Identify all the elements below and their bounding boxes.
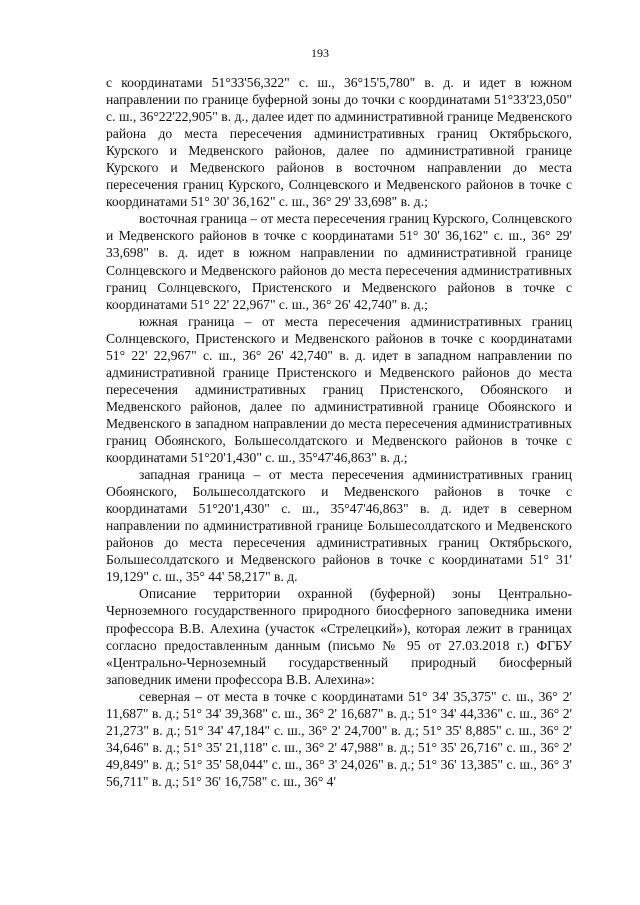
paragraph-north-boundary-continuation: с координатами 51°33'56,322" с. ш., 36°15'5,780" в. д. и идет в южном направлении по границе буферной зоны до точки с координатами 51°33'23,050" с. ш., 36°22'22,905" в. д., далее идет по административной границе Медвенского района до места пересечения административных границ Октябрьского, Курского и Медвенского районов, далее по административной границе Курского и Медвенского районов в восточном направлении до места пересечения границ Курского, Солнцевского и Медвенского районов в точке с координатами 51° 30' 36,162" с. ш., 36° 29' 33,698" в. д.;	[106, 75, 572, 210]
paragraph-east-boundary: восточная граница – от места пересечения границ Курского, Солнцевского и Медвенского районов в точке с координатами 51° 30' 36,162" с. ш., 36° 29' 33,698" в. д. идет в южном направлении по административной границе Солнцевского и Медвенского районов до места пересечения административных границ Солнцевского, Пристенского и Медвенского районов в точке с координатами 51° 22' 22,967" с. ш., 36° 26' 42,740" в. д.;	[106, 211, 572, 312]
paragraph-buffer-zone-description: Описание территории охранной (буферной) зоны Центрально-Черноземного государственного природного биосферного заповедника имени профессора В.В. Алехина (участок «Стрелецкий»), которая лежит в границах согласно предоставленным данным (письмо № 95 от 27.03.2018 г.) ФГБУ «Центрально-Черноземный государственный природный биосферный заповедник имени профессора В.В. Алехина»:	[106, 586, 572, 687]
paragraph-west-boundary: западная граница – от места пересечения административных границ Обоянского, Большесолдатского и Медвенского районов в точке с координатами 51°20'1,430" с. ш., 35°47'46,863" в. д. идет в северном направлении по административной границе Большесолдатского и Медвенского районов до места пересечения административных границ Октябрьского, Большесолдатского и Медвенского районов в точке с координатами 51° 31' 19,129" с. ш., 35° 44' 58,217" в. д.	[106, 467, 572, 585]
paragraph-north-coordinates: северная – от места в точке с координатами 51° 34' 35,375" с. ш., 36° 2' 11,687" в. д.; 51° 34' 39,368" с. ш., 36° 2' 16,687" в. д.; 51° 34' 44,336" с. ш., 36° 2' 21,273" в. д.; 51° 34' 47,184" с. ш., 36° 2' 24,700" в. д.; 51° 35' 8,885" с. ш., 36° 2' 34,646" в. д.; 51° 35' 21,118" с. ш., 36° 2' 47,988" в. д.; 51° 35' 26,716" с. ш., 36° 2' 49,849" в. д.; 51° 35' 58,044" с. ш., 36° 3' 24,026" в. д.; 51° 36' 13,385" с. ш., 36° 3' 56,711" в. д.; 51° 36' 16,758" с. ш., 36° 4'	[106, 688, 572, 789]
paragraph-south-boundary: южная граница – от места пересечения административных границ Солнцевского, Пристенского и Медвенского районов в точке с координатами 51° 22' 22,967" с. ш., 36° 26' 42,740" в. д. идет в западном направлении по административной границе Пристенского и Медвенского районов до места пересечения административных границ Пристенского, Обоянского и Медвенского районов, далее по административной границе Обоянского и Медвенского в западном направлении до места пересечения административных границ Обоянского, Большесолдатского и Медвенского районов в точке с координатами 51°20'1,430" с. ш., 35°47'46,863" в. д.;	[106, 313, 572, 466]
page-number: 193	[311, 46, 329, 60]
document-body	[106, 74, 572, 790]
